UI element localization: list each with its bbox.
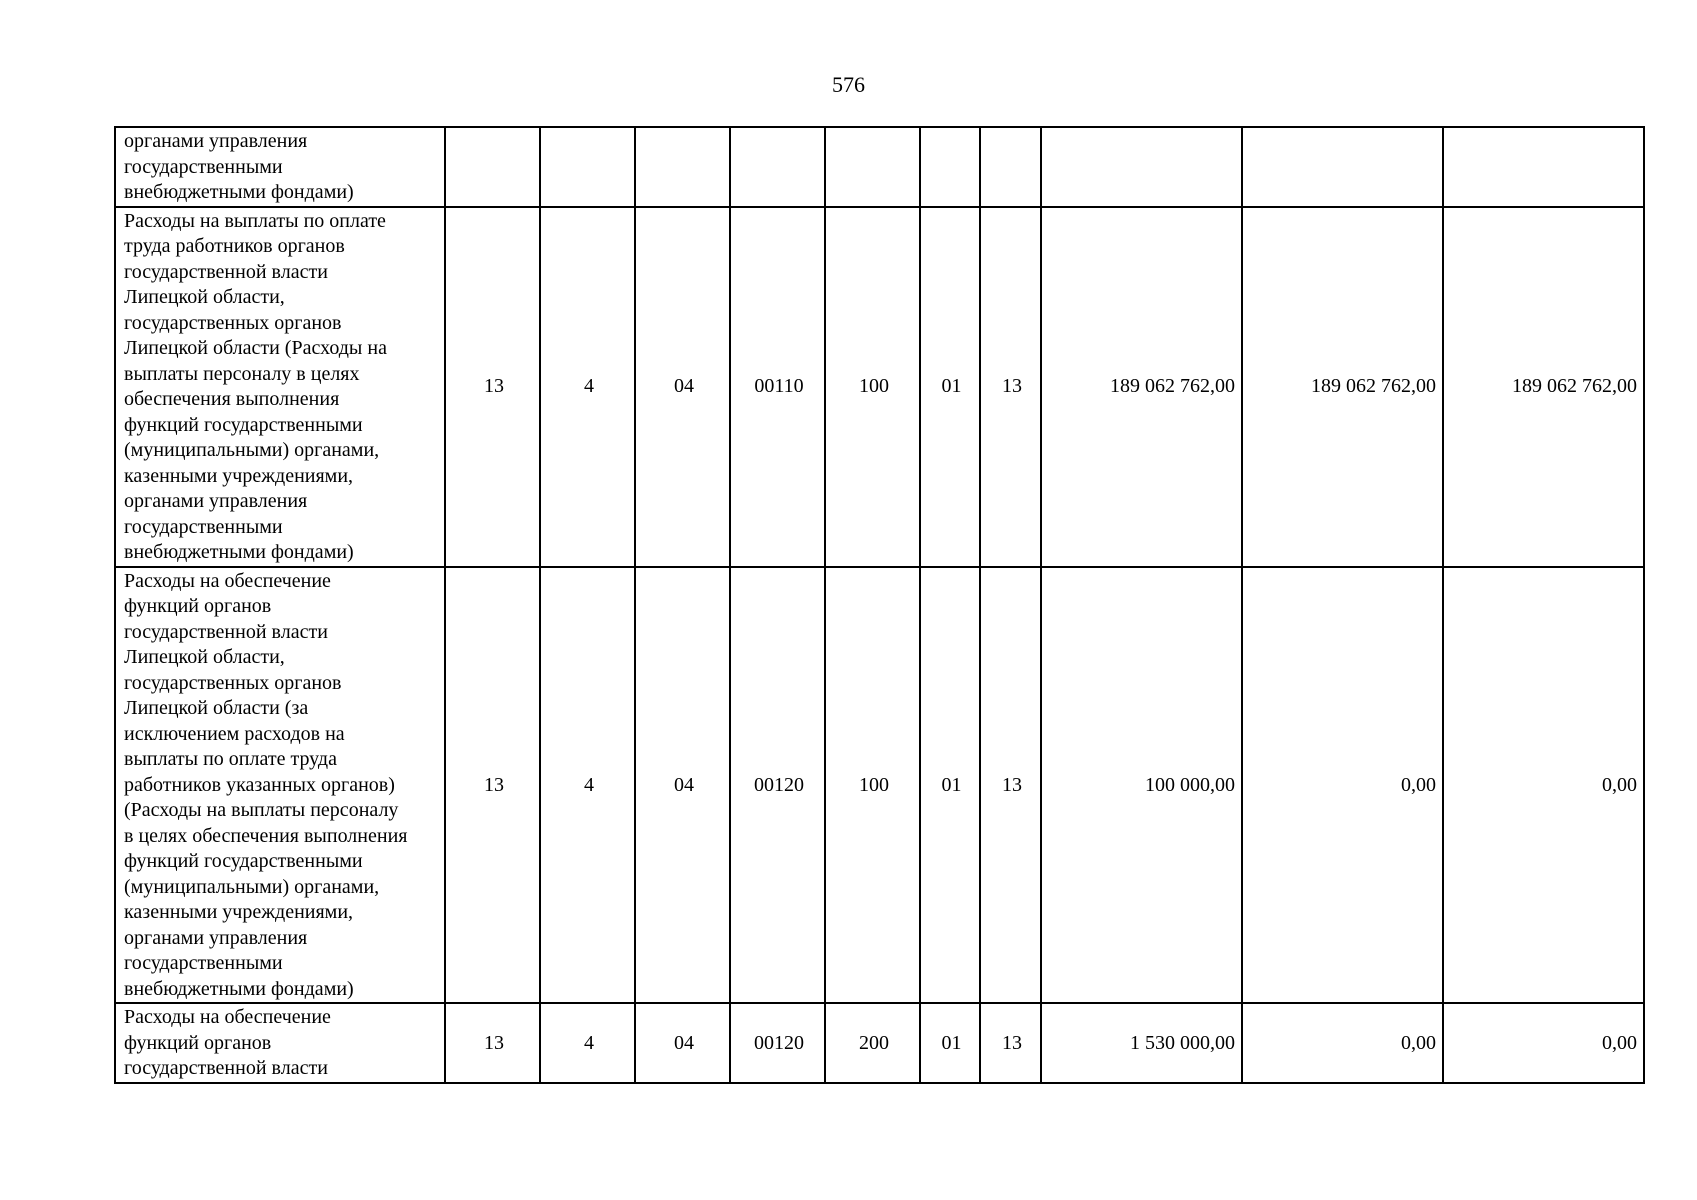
amount-cell xyxy=(1242,127,1443,207)
amount-cell xyxy=(1443,127,1644,207)
amount-cell xyxy=(1041,127,1242,207)
code-cell xyxy=(920,127,980,207)
code-cell: 13 xyxy=(980,1003,1041,1083)
code-cell: 01 xyxy=(920,1003,980,1083)
expense-name-cell: Расходы на обеспечение функций органов государственной власти Липецкой области, государственных органов Липецкой области (за исключением расходов на выплаты по оплате труда работников указанных органов) (Расходы на выплаты персоналу в целях обеспечения выполнения функций государственными (муниципальными) органами, казенными учреждениями, органами управления государственными внебюджетными фондами) xyxy=(115,567,445,1004)
code-cell: 01 xyxy=(920,567,980,1004)
amount-cell: 189 062 762,00 xyxy=(1443,207,1644,567)
code-cell xyxy=(980,127,1041,207)
amount-cell: 189 062 762,00 xyxy=(1041,207,1242,567)
expense-name-cell: Расходы на обеспечение функций органов государственной власти xyxy=(115,1003,445,1083)
amount-cell: 0,00 xyxy=(1242,1003,1443,1083)
code-cell: 04 xyxy=(635,207,730,567)
table-row xyxy=(115,127,1644,207)
code-cell: 13 xyxy=(445,1003,540,1083)
code-cell: 100 xyxy=(825,207,920,567)
table-row xyxy=(115,207,1644,567)
code-cell: 200 xyxy=(825,1003,920,1083)
amount-cell: 0,00 xyxy=(1242,567,1443,1004)
code-cell: 00110 xyxy=(730,207,825,567)
code-cell: 04 xyxy=(635,1003,730,1083)
amount-cell: 100 000,00 xyxy=(1041,567,1242,1004)
code-cell: 100 xyxy=(825,567,920,1004)
code-cell xyxy=(730,127,825,207)
amount-cell: 0,00 xyxy=(1443,1003,1644,1083)
code-cell xyxy=(825,127,920,207)
budget-table xyxy=(114,126,1645,1084)
code-cell: 4 xyxy=(540,567,635,1004)
table-body xyxy=(115,127,1644,1083)
code-cell: 00120 xyxy=(730,1003,825,1083)
code-cell: 4 xyxy=(540,207,635,567)
code-cell: 00120 xyxy=(730,567,825,1004)
code-cell: 13 xyxy=(980,207,1041,567)
code-cell: 01 xyxy=(920,207,980,567)
code-cell xyxy=(635,127,730,207)
expense-name-cell: Расходы на выплаты по оплате труда работников органов государственной власти Липецкой области, государственных органов Липецкой области (Расходы на выплаты персоналу в целях обеспечения выполнения функций государственными (муниципальными) органами, казенными учреждениями, органами управления государственными внебюджетными фондами) xyxy=(115,207,445,567)
code-cell: 04 xyxy=(635,567,730,1004)
code-cell xyxy=(540,127,635,207)
amount-cell: 0,00 xyxy=(1443,567,1644,1004)
table-row xyxy=(115,1003,1644,1083)
amount-cell: 1 530 000,00 xyxy=(1041,1003,1242,1083)
table-row xyxy=(115,567,1644,1004)
code-cell: 13 xyxy=(445,567,540,1004)
code-cell xyxy=(445,127,540,207)
amount-cell: 189 062 762,00 xyxy=(1242,207,1443,567)
code-cell: 13 xyxy=(980,567,1041,1004)
code-cell: 13 xyxy=(445,207,540,567)
page-number: 576 xyxy=(832,72,865,97)
expense-name-cell: органами управления государственными внебюджетными фондами) xyxy=(115,127,445,207)
code-cell: 4 xyxy=(540,1003,635,1083)
